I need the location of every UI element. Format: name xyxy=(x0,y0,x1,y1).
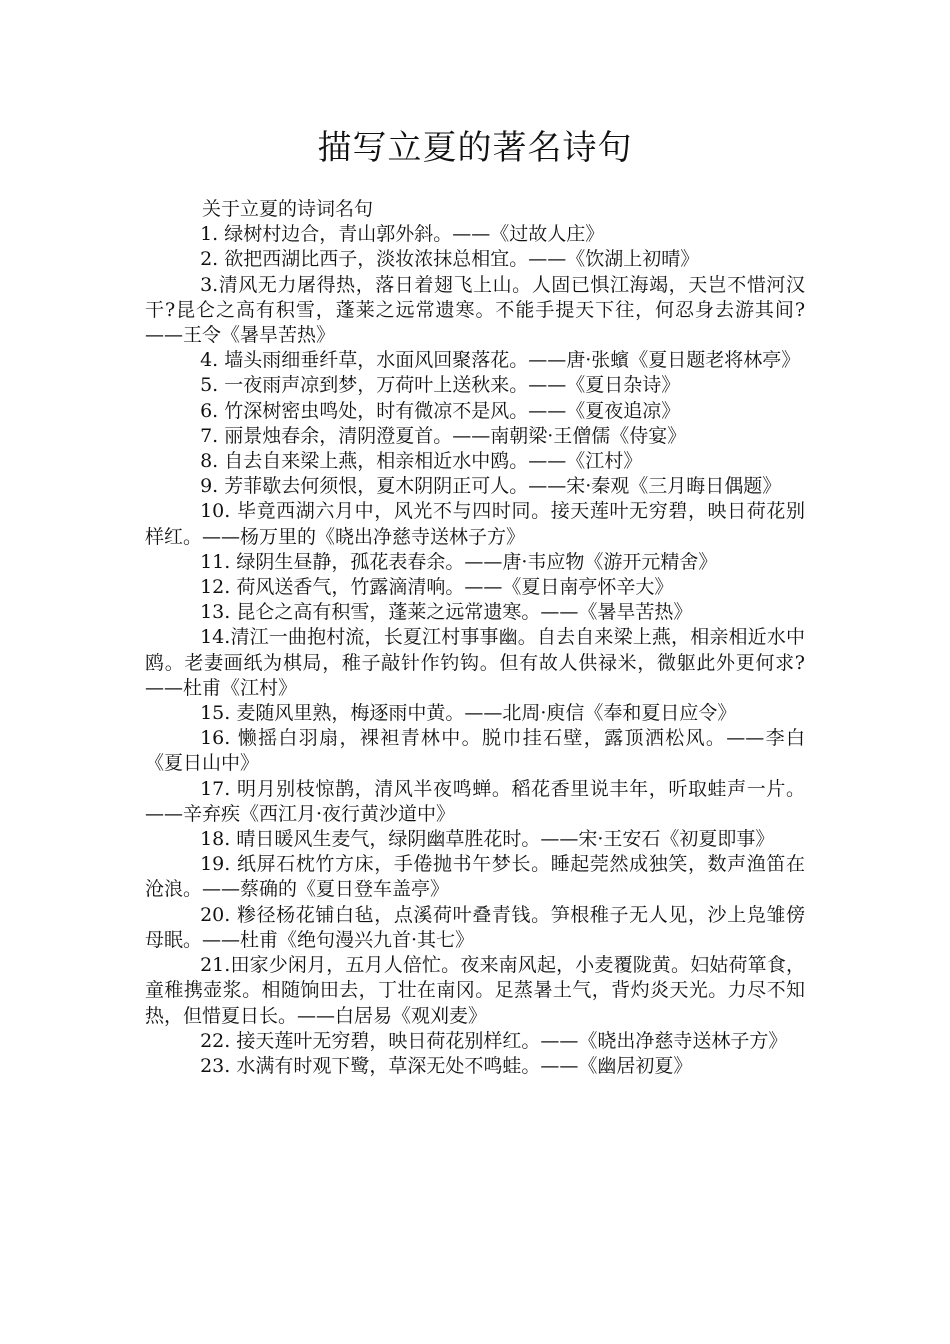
poem-line: 11. 绿阴生昼静，孤花表春余。——唐·韦应物《游开元精舍》 xyxy=(200,550,718,573)
intro-line: 关于立夏的诗词名句 xyxy=(202,198,374,220)
poem-line: 1. 绿树村边合，青山郭外斜。——《过故人庄》 xyxy=(200,223,605,246)
poem-line: 23. 水满有时观下鹭，草深无处不鸣蛙。——《幽居初夏》 xyxy=(200,1054,693,1077)
poem-line: 8. 自去自来梁上燕，相亲相近水中鸥。——《江村》 xyxy=(200,450,643,473)
poem-line: 18. 晴日暖风生麦气，绿阴幽草胜花时。——宋·王安石《初夏即事》 xyxy=(200,828,775,851)
poem-line: 2. 欲把西湖比西子，淡妆浓抹总相宜。——《饮湖上初晴》 xyxy=(200,248,700,271)
poem-line: 13. 昆仑之高有积雪，蓬莱之远常遗寒。——《暑旱苦热》 xyxy=(200,601,693,624)
poem-line: 3.清风无力屠得热，落日着翅飞上山。人固已惧江海竭，天岂不惜河汉干?昆仑之高有积雪，蓬莱之远常遗寒。不能手提天下往，何忍身去游其间?——王令《暑旱苦热》 xyxy=(145,273,805,347)
poem-line: 7. 丽景烛春余，清阴澄夏首。——南朝梁·王僧儒《侍宴》 xyxy=(200,424,687,447)
poem-line: 15. 麦随风里熟，梅逐雨中黄。——北周·庾信《奉和夏日应令》 xyxy=(200,702,737,725)
poem-line: 22. 接天莲叶无穷碧，映日荷花别样红。——《晓出净慈寺送林子方》 xyxy=(200,1029,788,1052)
poem-line: 12. 荷风送香气，竹露滴清响。——《夏日南亭怀辛大》 xyxy=(200,576,674,599)
poem-line: 14.清江一曲抱村流，长夏江村事事幽。自去自来梁上燕，相亲相近水中鸥。老妻画纸为棋局，稚子敲针作钓钩。但有故人供禄米，微躯此外更何求?——杜甫《江村》 xyxy=(145,626,805,699)
poem-line: 5. 一夜雨声凉到梦，万荷叶上送秋来。——《夏日杂诗》 xyxy=(200,374,681,397)
poem-line: 20. 糁径杨花铺白毡，点溪荷叶叠青钱。笋根稚子无人见，沙上凫雏傍母眠。——杜甫《绝句漫兴九首·其七》 xyxy=(145,903,805,951)
poem-line: 19. 纸屏石枕竹方床，手倦抛书午梦长。睡起莞然成独笑，数声渔笛在沧浪。——蔡确的《夏日登车盖亭》 xyxy=(145,853,805,901)
poem-line: 16. 懒摇白羽扇，裸袒青林中。脱巾挂石壁，露顶洒松风。——李白《夏日山中》 xyxy=(145,727,805,775)
document-body xyxy=(145,197,805,1079)
poem-line: 10. 毕竟西湖六月中，风光不与四时同。接天莲叶无穷碧，映日荷花别样红。——杨万里的《晓出净慈寺送林子方》 xyxy=(145,500,805,548)
poem-line: 6. 竹深树密虫鸣处，时有微凉不是风。——《夏夜追凉》 xyxy=(200,399,681,422)
document-title: 描写立夏的著名诗句 xyxy=(317,128,633,168)
poem-line: 21.田家少闲月，五月人倍忙。夜来南风起，小麦覆陇黄。妇姑荷箪食，童稚携壶浆。相随饷田去，丁壮在南冈。足蒸暑土气，背灼炎天光。力尽不知热，但惜夏日长。——白居易《观刈麦》 xyxy=(145,954,805,1027)
poem-line: 9. 芳菲歇去何须恨，夏木阴阴正可人。——宋·秦观《三月晦日偶题》 xyxy=(200,475,782,498)
poem-line: 4. 墙头雨细垂纤草，水面风回聚落花。——唐·张蠙《夏日题老将林亭》 xyxy=(200,349,801,372)
poem-line: 17. 明月别枝惊鹊，清风半夜鸣蝉。稻花香里说丰年，听取蛙声一片。——辛弃疾《西江月·夜行黄沙道中》 xyxy=(145,777,805,825)
